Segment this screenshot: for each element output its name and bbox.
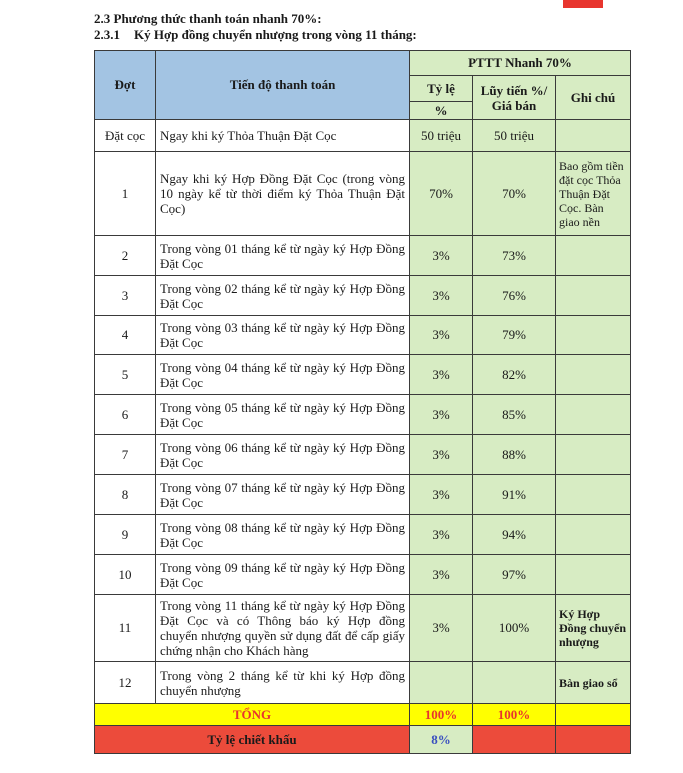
row-progress: Ngay khi ký Hợp Đồng Đặt Cọc (trong vòng 10 ngày kể từ thời điểm ký Thỏa Thuận Đặt Cọc) <box>156 152 410 236</box>
row-progress: Trong vòng 01 tháng kể từ ngày ký Hợp Đồng Đặt Cọc <box>156 236 410 276</box>
row-cumulative: 70% <box>473 152 556 236</box>
table-row <box>95 276 631 316</box>
row-rate: 3% <box>410 475 473 515</box>
row-dot: 8 <box>95 475 156 515</box>
row-progress: Trong vòng 05 tháng kể từ ngày ký Hợp Đồng Đặt Cọc <box>156 395 410 435</box>
row-progress: Trong vòng 2 tháng kể từ khi ký Hợp đồng chuyển nhượng <box>156 662 410 704</box>
table-row <box>95 120 631 152</box>
row-progress: Trong vòng 11 tháng kể từ ngày ký Hợp Đồng Đặt Cọc và có Thông báo ký Hợp đồng chuyển nhượng quyền sử dụng đất để cấp giấy chứng nhận cho Khách hàng <box>156 595 410 662</box>
row-cumulative: 100% <box>473 595 556 662</box>
row-cumulative: 97% <box>473 555 556 595</box>
row-progress: Trong vòng 02 tháng kể từ ngày ký Hợp Đồng Đặt Cọc <box>156 276 410 316</box>
row-dot: 7 <box>95 435 156 475</box>
row-note <box>556 515 631 555</box>
header-row-1 <box>95 51 631 76</box>
row-progress: Ngay khi ký Thỏa Thuận Đặt Cọc <box>156 120 410 152</box>
row-rate: 3% <box>410 555 473 595</box>
discount-label: Tỷ lệ chiết khấu <box>95 726 410 754</box>
table-row <box>95 662 631 704</box>
row-note <box>556 236 631 276</box>
table-row <box>95 475 631 515</box>
row-dot: 1 <box>95 152 156 236</box>
discount-cumulative <box>473 726 556 754</box>
row-dot: Đặt cọc <box>95 120 156 152</box>
row-note <box>556 120 631 152</box>
table-row <box>95 395 631 435</box>
row-cumulative: 73% <box>473 236 556 276</box>
table-row <box>95 435 631 475</box>
total-rate: 100% <box>410 704 473 726</box>
row-cumulative: 79% <box>473 316 556 355</box>
row-note: Bao gồm tiền đặt cọc Thỏa Thuận Đặt Cọc. Bàn giao nền <box>556 152 631 236</box>
row-cumulative: 82% <box>473 355 556 395</box>
row-dot: 9 <box>95 515 156 555</box>
row-cumulative: 88% <box>473 435 556 475</box>
row-dot: 11 <box>95 595 156 662</box>
row-rate: 50 triệu <box>410 120 473 152</box>
discount-note <box>556 726 631 754</box>
row-note <box>556 276 631 316</box>
subsection-number: 2.3.1 <box>94 27 120 42</box>
row-note <box>556 475 631 515</box>
row-dot: 2 <box>95 236 156 276</box>
row-dot: 12 <box>95 662 156 704</box>
header-note: Ghi chú <box>556 76 631 120</box>
row-progress: Trong vòng 09 tháng kể từ ngày ký Hợp Đồng Đặt Cọc <box>156 555 410 595</box>
subsection-title: Ký Hợp đồng chuyển nhượng trong vòng 11 tháng: <box>134 27 417 42</box>
row-cumulative: 50 triệu <box>473 120 556 152</box>
row-progress: Trong vòng 06 tháng kể từ ngày ký Hợp Đồng Đặt Cọc <box>156 435 410 475</box>
header-progress: Tiến độ thanh toán <box>156 51 410 120</box>
row-rate: 70% <box>410 152 473 236</box>
table-row <box>95 316 631 355</box>
row-note <box>556 355 631 395</box>
row-note: Bàn giao sổ <box>556 662 631 704</box>
row-rate: 3% <box>410 276 473 316</box>
table-row <box>95 555 631 595</box>
row-note: Ký Hợp Đồng chuyển nhượng <box>556 595 631 662</box>
row-progress: Trong vòng 07 tháng kể từ ngày ký Hợp Đồng Đặt Cọc <box>156 475 410 515</box>
total-note <box>556 704 631 726</box>
row-cumulative: 76% <box>473 276 556 316</box>
payment-schedule-table <box>94 50 631 754</box>
row-dot: 3 <box>95 276 156 316</box>
total-label: TỔNG <box>95 704 410 726</box>
section-heading: 2.3 Phương thức thanh toán nhanh 70%: <box>94 11 322 26</box>
row-note <box>556 555 631 595</box>
row-note <box>556 316 631 355</box>
header-cumulative: Lũy tiến %/ Giá bán <box>473 76 556 120</box>
row-dot: 6 <box>95 395 156 435</box>
row-note <box>556 435 631 475</box>
row-rate: 3% <box>410 435 473 475</box>
header-rate-unit: % <box>410 102 473 120</box>
subsection-heading <box>94 27 417 43</box>
row-rate: 3% <box>410 395 473 435</box>
row-note <box>556 395 631 435</box>
header-group: PTTT Nhanh 70% <box>410 51 631 76</box>
row-cumulative: 91% <box>473 475 556 515</box>
red-corner-mark <box>563 0 603 8</box>
table-row <box>95 515 631 555</box>
discount-row <box>95 726 631 754</box>
table-row <box>95 152 631 236</box>
row-rate: 3% <box>410 316 473 355</box>
row-dot: 10 <box>95 555 156 595</box>
row-cumulative: 85% <box>473 395 556 435</box>
table-row <box>95 236 631 276</box>
row-progress: Trong vòng 03 tháng kể từ ngày ký Hợp Đồng Đặt Cọc <box>156 316 410 355</box>
row-rate: 3% <box>410 595 473 662</box>
row-dot: 5 <box>95 355 156 395</box>
row-progress: Trong vòng 04 tháng kể từ ngày ký Hợp Đồng Đặt Cọc <box>156 355 410 395</box>
row-rate <box>410 662 473 704</box>
header-rate: Tỷ lệ <box>410 76 473 102</box>
header-dot: Đợt <box>95 51 156 120</box>
total-cumulative: 100% <box>473 704 556 726</box>
row-rate: 3% <box>410 515 473 555</box>
row-rate: 3% <box>410 355 473 395</box>
row-dot: 4 <box>95 316 156 355</box>
table-row <box>95 595 631 662</box>
row-progress: Trong vòng 08 tháng kể từ ngày ký Hợp Đồng Đặt Cọc <box>156 515 410 555</box>
row-cumulative: 94% <box>473 515 556 555</box>
row-rate: 3% <box>410 236 473 276</box>
discount-rate: 8% <box>410 726 473 754</box>
total-row <box>95 704 631 726</box>
row-cumulative <box>473 662 556 704</box>
table-row <box>95 355 631 395</box>
